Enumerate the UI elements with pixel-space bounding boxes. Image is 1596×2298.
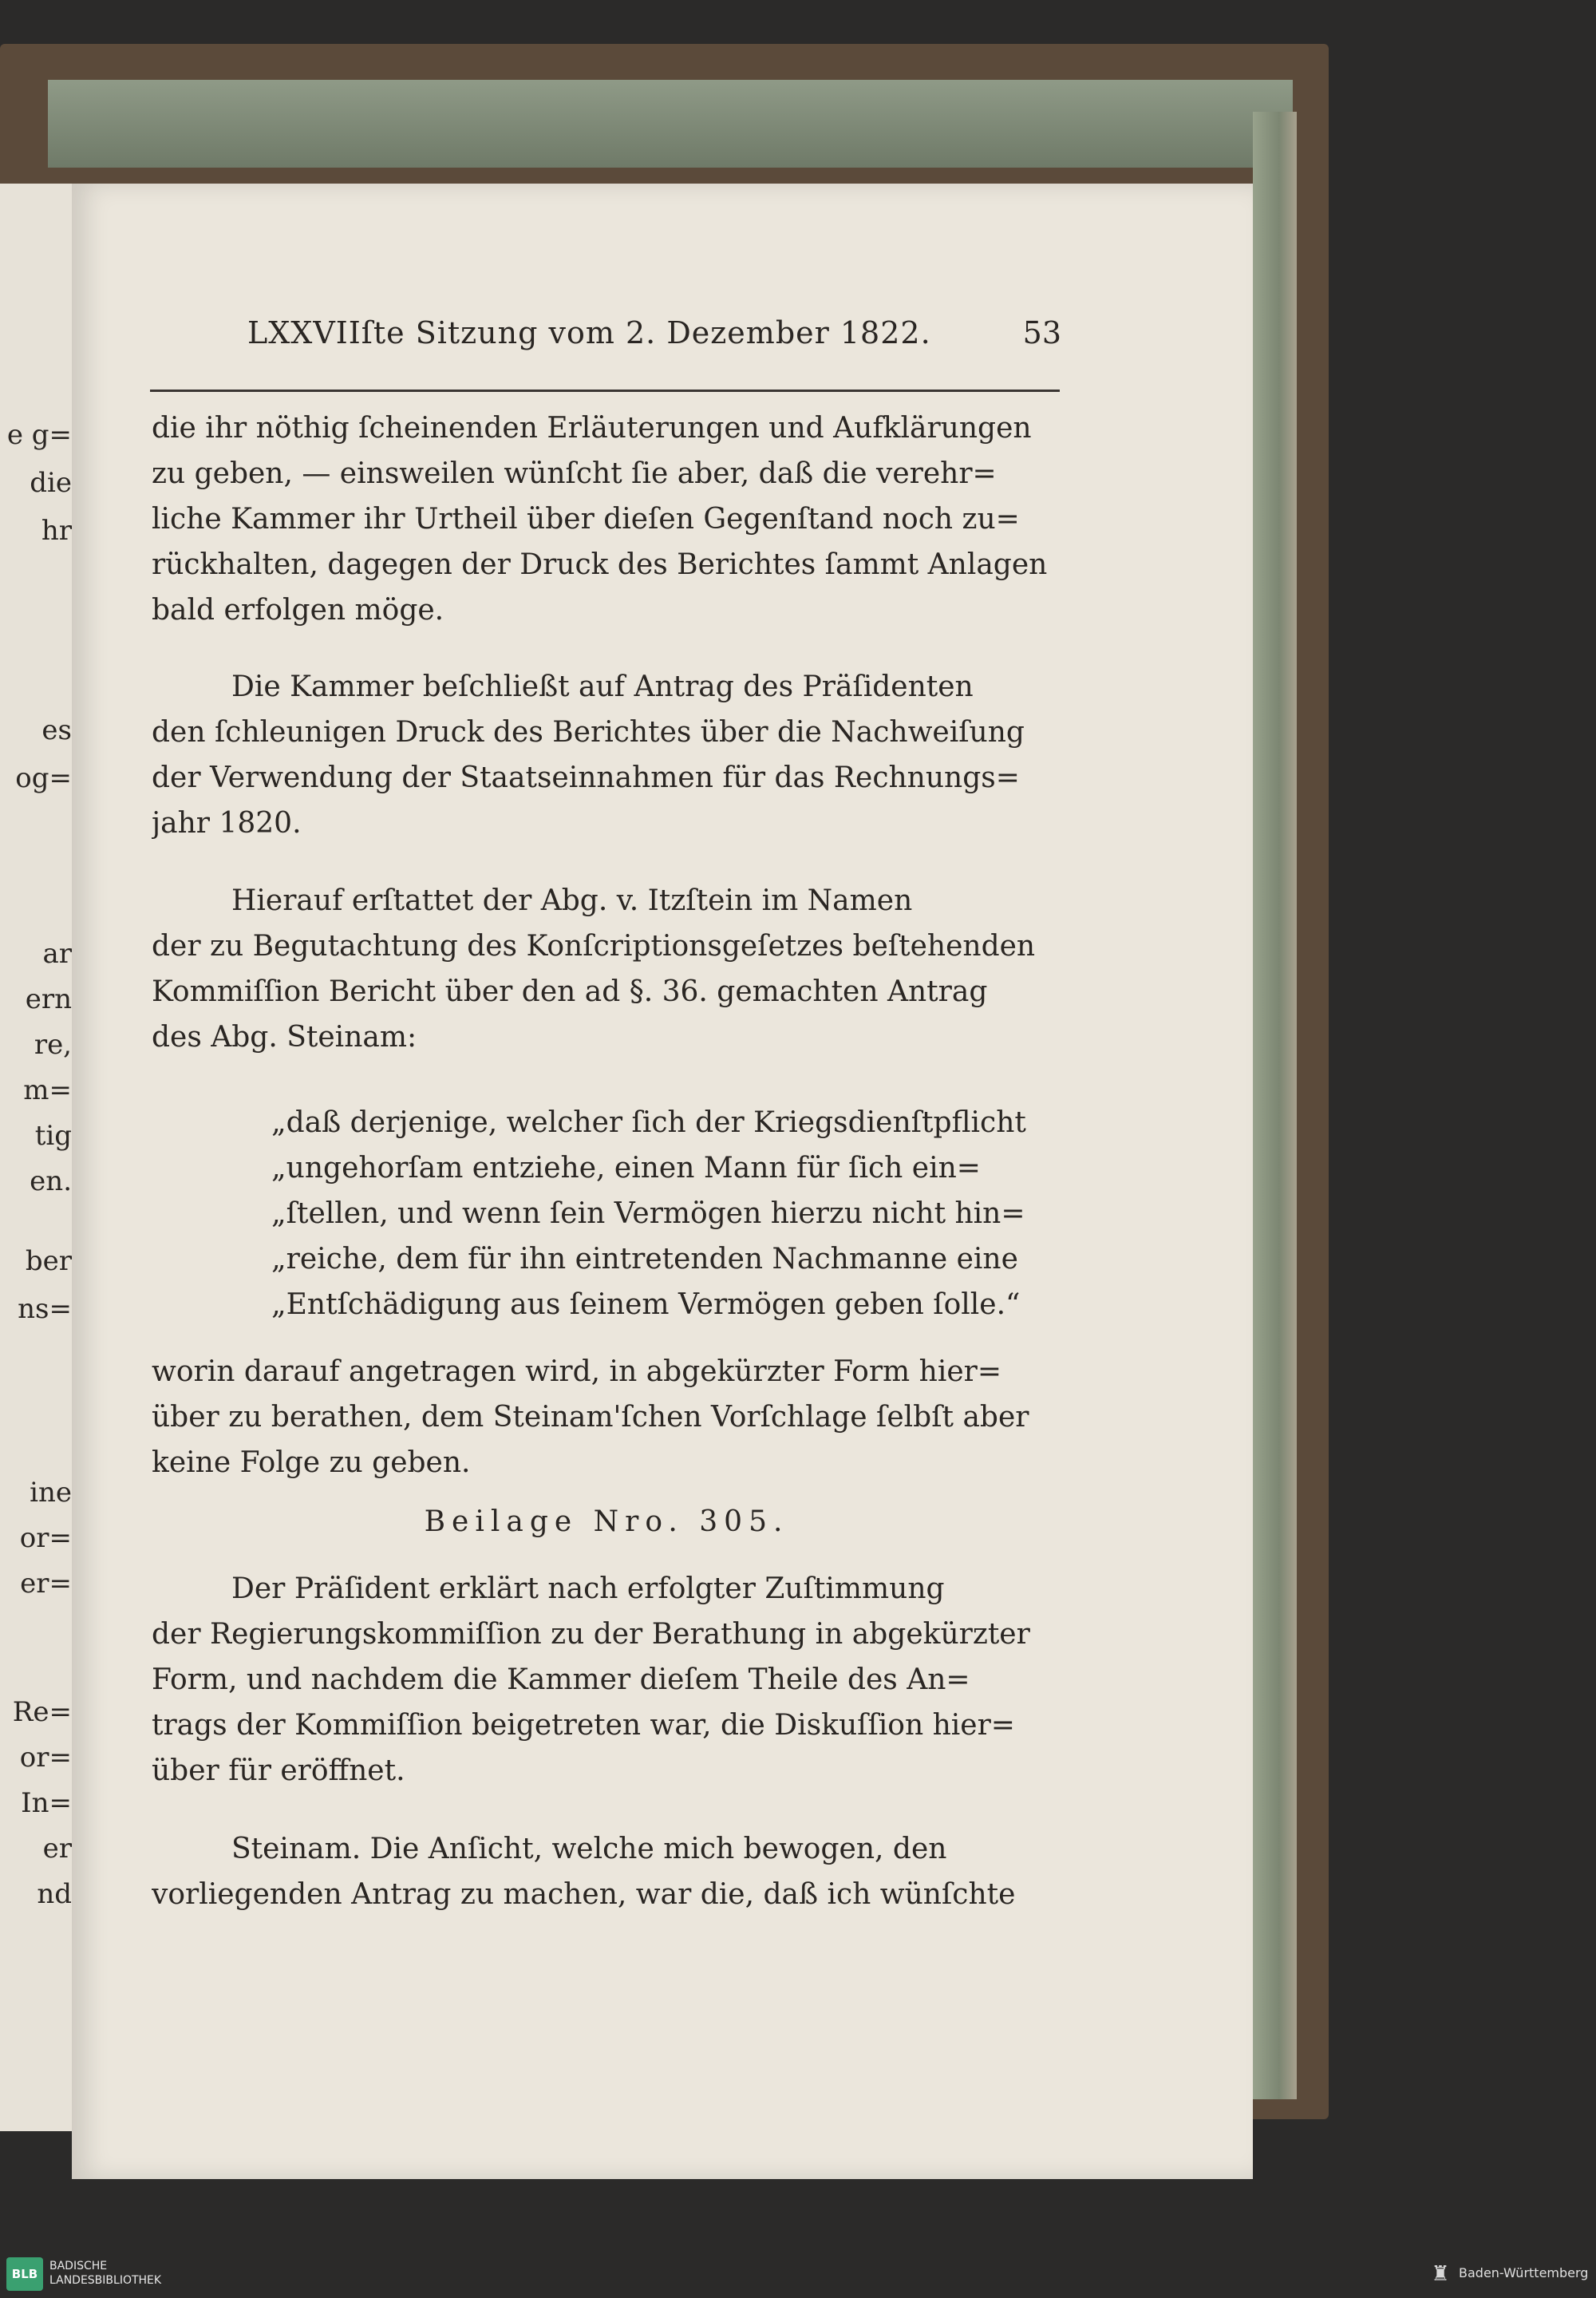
text-line: Kommiſſion Bericht über den ad §. 36. gemachten Antrag [152,975,988,1008]
text-line: der zu Begutachtung des Konſcriptionsgeſetzes beſtehenden [152,930,1036,963]
left-fragment: die [30,467,72,499]
page-fore-edge [1253,112,1297,2099]
text-line: über für eröffnet. [152,1754,405,1787]
left-fragment: ber [25,1245,72,1277]
text-line: Der Präſident erklärt nach erfolgter Zuſtimmung [231,1572,945,1605]
page-stack-top-edge [48,80,1293,168]
text-line: vorliegenden Antrag zu machen, war die, daß ich wünſchte [152,1878,1016,1911]
blb-logo-text [49,2259,161,2288]
left-fragment: tig [34,1120,72,1152]
blb-logo-badge: BLB [6,2257,43,2291]
left-fragment: ine [30,1477,72,1509]
text-line: trags der Kommiſſion beigetreten war, die Diskuſſion hier= [152,1709,1015,1742]
text-line: Steinam. Die Anſicht, welche mich bewogen, den [231,1833,947,1865]
left-fragment: og= [15,762,72,794]
text-line: der Verwendung der Staatseinnahmen für das Rechnungs= [152,761,1020,794]
text-line: Die Kammer beſchließt auf Antrag des Präſidenten [231,670,974,703]
paragraph [152,878,1061,1060]
quote-line: „reiche, dem für ihn eintretenden Nachmanne eine [271,1243,1018,1276]
quote-line: „ungehorſam entziehe, einen Mann für ſich ein= [271,1152,981,1185]
text-line: die ihr nöthig ſcheinenden Erläuterungen und Aufklärungen [152,412,1032,445]
left-fragment: ar [42,938,72,970]
quotation [152,1100,1061,1327]
text-line: zu geben, — einsweilen wünſcht ſie aber, daß die verehr= [152,457,997,490]
left-fragment: m= [23,1074,72,1106]
left-fragment: In= [21,1787,72,1819]
text-line: rückhalten, dagegen der Druck des Berichtes ſammt Anlagen [152,548,1048,581]
left-fragment: or= [19,1522,72,1554]
left-fragment: Re= [12,1696,72,1728]
paragraph [152,1566,1061,1794]
text-line: worin darauf angetragen wird, in abgekürzter Form hier= [152,1355,1002,1388]
left-fragment: er= [20,1568,72,1600]
text-line: über zu berathen, dem Steinam'ſchen Vorſchlage ſelbſt aber [152,1401,1029,1434]
left-fragment: ns= [18,1293,72,1325]
left-fragment: en. [30,1165,72,1197]
page-number: 53 [1022,315,1061,350]
footer-bar [0,2251,1596,2298]
lion-crest-icon: ♜ [1431,2262,1450,2286]
beilage-heading: Beilage Nro. 305. [424,1505,789,1538]
quote-line: „ſtellen, und wenn ſein Vermögen hierzu nicht hin= [271,1197,1025,1230]
left-fragment: es [41,714,72,746]
left-fragment: re, [34,1029,72,1061]
blb-line-1: BADISCHE [49,2260,108,2272]
quote-line: „Entſchädigung aus ſeinem Vermögen geben ſolle.“ [271,1288,1021,1321]
paragraph [152,664,1061,846]
bw-logo-text: Baden-Württemberg [1459,2265,1589,2280]
text-line: jahr 1820. [152,807,302,840]
left-fragment: ern [25,983,72,1015]
running-head [152,315,1061,371]
text-line: bald erfolgen möge. [152,594,444,627]
text-line: Hierauf erſtattet der Abg. v. Itzſtein im Namen [231,884,913,917]
left-fragment: er [42,1833,72,1865]
paragraph [152,405,1061,633]
left-fragment: or= [19,1742,72,1774]
text-line: Form, und nachdem die Kammer dieſem Theile des An= [152,1663,970,1696]
text-line: keine Folge zu geben. [152,1446,471,1479]
quote-line: „daß derjenige, welcher ſich der Kriegsdienſtpflicht [271,1106,1026,1139]
left-fragment: nd [37,1878,72,1910]
blb-line-2: LANDESBIBLIOTHEK [49,2274,162,2287]
running-head-title: LXXVIIſte Sitzung vom 2. Dezember 1822. [247,315,931,350]
left-fragment: hr [41,515,72,547]
text-line: liche Kammer ihr Urtheil über dieſen Gegenſtand noch zu= [152,503,1020,536]
left-fragment: e g= [6,419,72,451]
text-line: der Regierungskommiſſion zu der Berathung in abgekürzter [152,1618,1030,1651]
header-rule [150,390,1060,392]
text-line: den ſchleunigen Druck des Berichtes über die Nachweiſung [152,716,1025,749]
paragraph [152,1826,1061,1917]
text-line: des Abg. Steinam: [152,1021,417,1054]
paragraph [152,1349,1061,1485]
